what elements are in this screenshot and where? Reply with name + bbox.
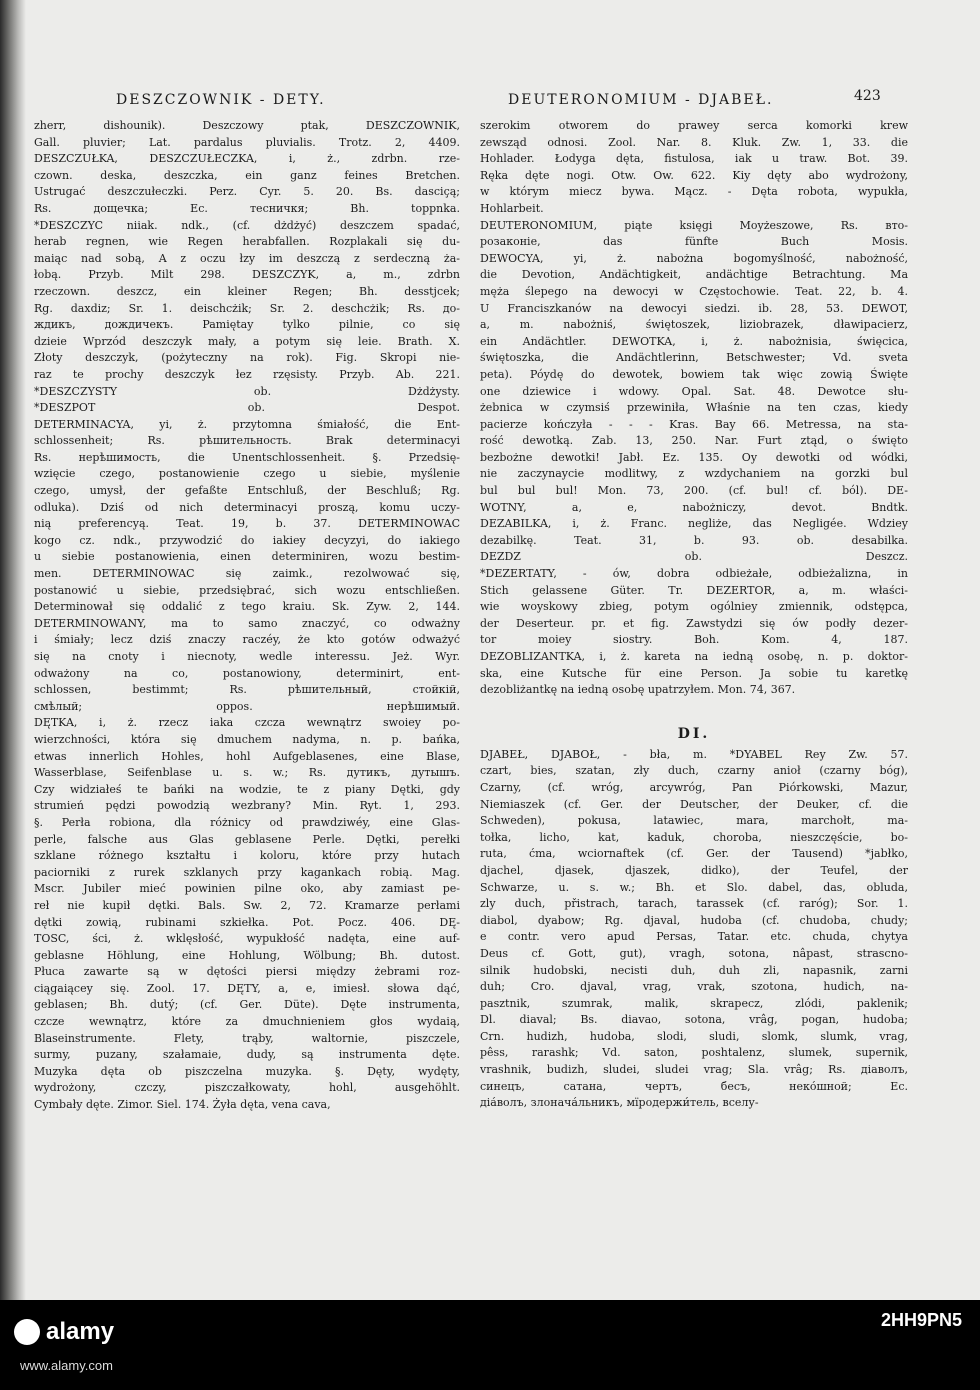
text-line: paciorniki z rurek szklanych przy kagankach robią. Mag.	[34, 865, 460, 879]
text-line: DEZOBLIZANTKA, i, ż. kareta na iedną osobę, n. p. doktor-	[480, 650, 908, 663]
text-line: ждикъ, дождичекъ. Pamiętay tylko pilnie, co się	[34, 318, 460, 332]
text-line: Złoty deszczyk, (pożyteczny na rok). Fig. Skropi nie-	[34, 351, 460, 365]
text-line: geblasen; Bh. dutý; (cf. Ger. Düte). Dęte instrumenta,	[34, 998, 460, 1012]
text-line: zherr, dishounik). Deszczowy ptak, DESZCZOWNIK,	[34, 119, 460, 132]
text-line: nie zaczynaycie modlitwy, z wzdychaniem na gorzki bul	[480, 467, 908, 481]
text-line: tor moiey siostry. Boh. Kom. 4, 187.	[480, 633, 908, 647]
text-line: pasztnik, szumrak, malik, skrapecz, zlódi, paklenik;	[480, 996, 908, 1010]
page-binding-shadow	[0, 0, 26, 1300]
text-line: ruta, ćma, wciornaftek (cf. Ger. der Tausend) *jabłko,	[480, 847, 908, 861]
text-line: czown. deska, deszczka, ein ganz feines Bretchen.	[34, 168, 460, 182]
text-line: Cymbały dęte. Zimor. Siel. 174. Żyła dęta, vena cava,	[34, 1098, 331, 1112]
brand-name: alamy	[46, 1318, 115, 1345]
right-column-entries-top	[480, 118, 908, 699]
text-line: odluka). Dziś od nich determinacyi proszą, komu uczy-	[34, 500, 460, 514]
text-line: Rs. нерѣшимость, die Unentschlossenheit. §. Przedsię-	[34, 450, 460, 464]
right-column	[480, 118, 908, 1176]
text-line: dezabilkę. Teat. 31, b. 93. ob. desabilka.	[480, 533, 908, 547]
text-line: czart, bies, szatan, zły duch, czarny anioł (czarny bóg),	[480, 764, 908, 778]
text-line: surmy, puzany, szałamaie, dudy, są instrumenta dęte.	[34, 1048, 460, 1062]
text-line: die Devotion, Andächtigkeit, andächtige Betrachtung. Ma	[480, 268, 908, 282]
text-line: raz te prochy deszczyk łez rzęsisty. Przyb. Ab. 221.	[34, 367, 460, 381]
text-line: nią preferencyą. Teat. 19, b. 37. DETERMINOWAC	[34, 517, 460, 531]
text-line: dętki zowią, rubinami szkiełka. Pot. Pocz. 406. DĘ-	[34, 915, 460, 929]
brand-url: www.alamy.com	[20, 1358, 113, 1373]
text-line: wierzchności, która się dmuchem nadyma, n. p. bańka,	[34, 732, 460, 746]
text-line: męża ślepego na dewocyi w Częstochowie. Teat. 22, b. 4.	[480, 284, 908, 298]
image-id: 2HH9PN5	[880, 1310, 962, 1330]
text-line: Muzyka dęta ob piszczelna muzyka. §. Dęty, wydęty,	[34, 1064, 460, 1078]
text-line: vrashnik, budizh, sludei, sludei vrag; Sla. vrâg; Rs. діаволъ,	[480, 1063, 908, 1077]
text-line: wydrożony, czczy, piszczałkowaty, hohl, ausgehöhlt.	[34, 1081, 460, 1095]
text-line: e contr. vero apud Persas, Tatar. etc. chuda, chytya	[480, 930, 908, 944]
text-line: pêss, rarashk; Vd. saton, poshtalenz, slumek, supernik,	[480, 1046, 908, 1060]
text-line: szklane różnego kształtu i koloru, które przy hutach	[34, 849, 460, 863]
text-line: DEZDZ ob. Deszcz.	[480, 550, 908, 564]
right-column-entries-bottom	[480, 747, 908, 1112]
text-line: Ustrugać deszczułeczki. Perz. Cyr. 5. 20. Bs. dasciçą;	[34, 185, 460, 199]
text-line: się na cnoty i niecnoty, wedle interessu. Jeż. Wyr.	[34, 650, 460, 663]
text-line: świętoszka, die Andächtlerinn, Betschwester; Vd. sveta	[480, 351, 908, 365]
text-line: czego, umysł, der gefaßte Entschluß, der Beschluß; Rg.	[34, 484, 460, 498]
text-line: U Franciszkanów na dewocyi siedzi. ib. 28, 53. DEWOT,	[480, 301, 908, 315]
text-line: reł nie kupił dętki. Bals. Sw. 2, 72. Kramarze perłami	[34, 898, 460, 912]
text-line: postanowić u siebie, przedsiębrać, sich wozu entschließen.	[34, 583, 460, 597]
text-line: Czy widziałeś te bańki na wodzie, te z piany Dętki, gdy	[34, 782, 460, 796]
text-line: szerokim otworem do prawey serca komorki krew	[480, 119, 908, 132]
text-line: Deus cf. Gott, gut), vragh, sotona, nâpast, strascno-	[480, 946, 908, 960]
text-line: perle, falsche aus Glas geblasene Perle. Dętki, perełki	[34, 832, 460, 846]
text-line: duh; Cro. djaval, vrag, vrak, szotona, hudich, na-	[480, 980, 908, 994]
text-line: etwas innerlich Hohles, hohl Aufgeblasenes, eine Blase,	[34, 749, 460, 763]
text-line: rość dewotką. Zab. 13, 250. Nar. Furt ztąd, o święto	[480, 434, 908, 448]
text-line: Determinował się oddalić z tego kraiu. Sk. Zyw. 2, 144.	[34, 600, 460, 614]
text-line: Schweden), pokusa, latawiec, mara, marchołt, ma-	[480, 814, 908, 828]
text-line: zewsząd odnosi. Zool. Nar. 8. Kluk. Zw. 1, 33. die	[480, 135, 908, 149]
text-line: DJABEŁ, DJABOŁ, - bła, m. *DYABEL Rey Zw. 57.	[480, 747, 908, 761]
text-line: DESZCZUŁKA, DESZCZUŁECZKA, i, ż., zdrbn. rze-	[34, 152, 460, 166]
text-line: смѣлый; oppos. нерѣшимый.	[34, 699, 460, 713]
text-line: синецъ, сатана, чертъ, бесъ, неко́шной; Ec.	[480, 1079, 908, 1093]
text-line: Schwarze, u. s. w.; Bh. et Slo. dabel, das, obluda,	[480, 880, 908, 894]
text-line: Czarny, (cf. wróg, arcywróg, Pan Piórkowski, Mazur,	[480, 780, 908, 794]
text-line: Mscr. Jubiler mieć powinien pilne oko, aby zamiast pe-	[34, 882, 460, 896]
text-line: Ręka dęte nogi. Otw. Ow. 622. Kiy dęty abo wydrożony,	[480, 168, 908, 182]
text-line: TOSC, ści, ż. wklęsłość, wypukłość nadęta, eine auf-	[34, 932, 460, 946]
watermark-info	[881, 1310, 962, 1330]
text-line: DEUTERONOMIUM, piąte księgi Moyżeszowe, Rs. вто-	[480, 218, 908, 232]
text-line: розаконіе, das fünfte Buch Mosis.	[480, 235, 908, 249]
text-line: schlossen, bestimmt; Rs. рѣшительный, стойкій,	[34, 683, 460, 697]
text-line: dezobliżantkę na iedną osobę upatrzyłem. Mon. 74, 367.	[480, 683, 796, 697]
text-line: Crn. hudizh, hudoba, slodi, sludi, slomk, slumk, vrag,	[480, 1029, 908, 1043]
text-line: Dl. diaval; Bs. diavao, sotona, vrâg, pogan, hudoba;	[480, 1013, 908, 1027]
text-line: *DESZCZYC niiak. ndk., (cf. dżdżyć) deszczem spadać,	[34, 218, 460, 232]
text-line: u siebie postanowienia, einen determiniren, wozu bestim-	[34, 550, 460, 564]
text-line: Hohlarbeit.	[480, 201, 544, 215]
text-line: i śmiały; lecz dziś znaczy raczéy, że kto gotów odważyć	[34, 633, 460, 647]
left-column	[34, 118, 460, 1180]
text-line: men. DETERMINOWAC się zaimk., rezolwować się,	[34, 567, 460, 581]
text-line: herab regnen, wie Regen herabfallen. Rozplakali się du-	[34, 235, 460, 249]
text-line: *DEZERTATY, - ów, dobra odbieżałe, odbieżalizna, in	[480, 567, 908, 581]
text-line: Płuca zawarte są w dętości piersi między żebrami roz-	[34, 965, 460, 979]
page-number: 423	[854, 88, 881, 104]
text-line: діа́волъ, злонача́льникъ, мїродержи́тель, вселу-	[480, 1096, 759, 1110]
text-line: djachel, djasek, djaszek, didko), der Teufel, der	[480, 863, 908, 877]
text-line: silnik hudobski, necisti duh, duh zli, napasnik, zarni	[480, 963, 908, 977]
text-line: Hohlader. Łodyga dęta, fistulosa, iak u traw. Bot. 39.	[480, 152, 908, 166]
text-line: diabol, dyabow; Rg. djaval, hudoba (cf. chudoba, chudy;	[480, 913, 908, 927]
running-header-left: DESZCZOWNIK - DETY.	[116, 92, 326, 108]
text-line: Rs. дощечка; Ec. тесничкя; Bh. toppnka.	[34, 201, 460, 215]
text-line: odważony na co, postanowiony, determinirt, ent-	[34, 666, 460, 680]
text-line: żebnica w czymsiś przewiniła, Właśnie na ten czas, kiedy	[480, 401, 908, 415]
section-gap	[480, 699, 908, 721]
text-line: peta). Póydę do dewotek, bowiem tak więc zowią Święte	[480, 367, 908, 381]
text-line: a, m. nabożniś, świętoszek, liziobrazek, dławipacierz,	[480, 318, 908, 332]
text-line: ska, eine Kutsche für eine Person. Ja sobie tu karetkę	[480, 666, 908, 680]
text-line: Stich gelassene Güter. Tr. DEZERTOR, a, m. właści-	[480, 583, 908, 597]
text-line: Wasserblase, Seifenblase u. s. w.; Rs. дутикъ, дутышъ.	[34, 766, 460, 780]
text-line: rzeczown. deszcz, ein kleiner Regen; Bh. desstjcek;	[34, 284, 460, 298]
text-line: bul bul bul! Mon. 73, 200. (cf. bul! cf. ból). DE-	[480, 484, 908, 498]
text-line: ein Andächtler. DEWOTKA, i, ż. nabożnisia, święcica,	[480, 334, 908, 348]
text-line: geblasne Höhlung, eine Hohlung, Wölbung; Bh. dutost.	[34, 948, 460, 962]
text-line: DEWOCYA, yi, ż. nabożna bogomyślność, nabożność,	[480, 251, 908, 265]
text-line: łobą. Przyb. Milt 298. DESZCZYK, a, m., zdrbn	[34, 268, 460, 282]
text-line: kogo cz. ndk., przywodzić do iakiey decyzyi, do iakiego	[34, 533, 460, 547]
section-heading: DI.	[677, 725, 711, 742]
text-line: maiąc nad sobą, A z oczu łzy im deszczą z serdeczną ża-	[34, 251, 460, 265]
text-line: wzięcie czego, postanowienie czego u siebie, myślenie	[34, 467, 460, 481]
text-line: DĘTKA, i, ż. rzecz iaka czcza wewnątrz swoiey po-	[34, 716, 460, 730]
running-header-right: DEUTERONOMIUM - DJABEŁ.	[508, 92, 774, 108]
text-line: Gall. pluvier; Lat. pardalus pluvialis. Trotz. 2, 4409.	[34, 135, 460, 149]
text-line: *DESZCZYSTY ob. Dżdżysty.	[34, 384, 460, 398]
text-line: §. Perła robiona, dla różnicy od prawdziwéy, eine Glas-	[34, 815, 460, 829]
text-line: schlossenheit; Rs. рѣшительность. Brak determinacyi	[34, 434, 460, 448]
text-line: DETERMINACYA, yi, ż. przytomna śmiałość, die Ent-	[34, 417, 460, 431]
text-line: Niemiaszek (cf. Ger. der Deutscher, der Deuker, cf. die	[480, 797, 908, 811]
text-line: one dziewice i wdowy. Opal. Sat. 48. Dewotce słu-	[480, 384, 908, 398]
text-line: der Deserteur. pr. et fig. Zawstydzi się ów podły dezer-	[480, 616, 908, 630]
text-line: zly duch, přistrach, tarach, tarassek (cf. raróg); Sor. 1.	[480, 897, 908, 911]
text-line: ciągaiącey się. Zool. 17. DĘTY, a, e, imiesł. słowa dąć,	[34, 981, 460, 995]
text-line: bezbożne dewotki! Jabł. Ez. 135. Oy dewotki od wódki,	[480, 450, 908, 464]
text-line: wie woyskowy zbieg, potym ogólniey zmiennik, odstępca,	[480, 600, 908, 614]
text-line: dzieie Wprzód deszczyk mały, a potym się leie. Brath. X.	[34, 334, 460, 348]
brand-logo	[14, 1312, 184, 1352]
text-line: DEZABILKA, i, ż. Franc. negliże, das Negligée. Wdziey	[480, 517, 908, 531]
text-line: WOTNY, a, e, nabożniczy, devot. Bndtk.	[480, 500, 908, 514]
text-line: pacierze kończyła - - - Kras. Bay 66. Metressa, na sta-	[480, 417, 908, 431]
text-line: *DESZPOT ob. Despot.	[34, 401, 460, 415]
brand-mark-icon	[14, 1319, 40, 1345]
text-line: w którym miecz bywa. Mącz. - Dęta robota, wypukła,	[480, 185, 908, 199]
text-line: Blaseinstrumente. Flety, trąby, waltornie, piszczele,	[34, 1031, 460, 1045]
text-line: DETERMINOWANY, ma to samo znaczyć, co odważny	[34, 616, 460, 630]
text-line: strumień pędzi powodzią wezbrany? Min. Ryt. 1, 293.	[34, 799, 460, 813]
text-line: czcze wewnątrz, które za dmuchnieniem głos wydaią,	[34, 1015, 460, 1029]
text-line: Rg. daxdiz; Sr. 1. deischcżik; Sr. 2. deschcżik; Rs. до-	[34, 301, 460, 315]
text-line: tołka, licho, kat, kaduk, choroba, nieszczęście, bo-	[480, 830, 908, 844]
